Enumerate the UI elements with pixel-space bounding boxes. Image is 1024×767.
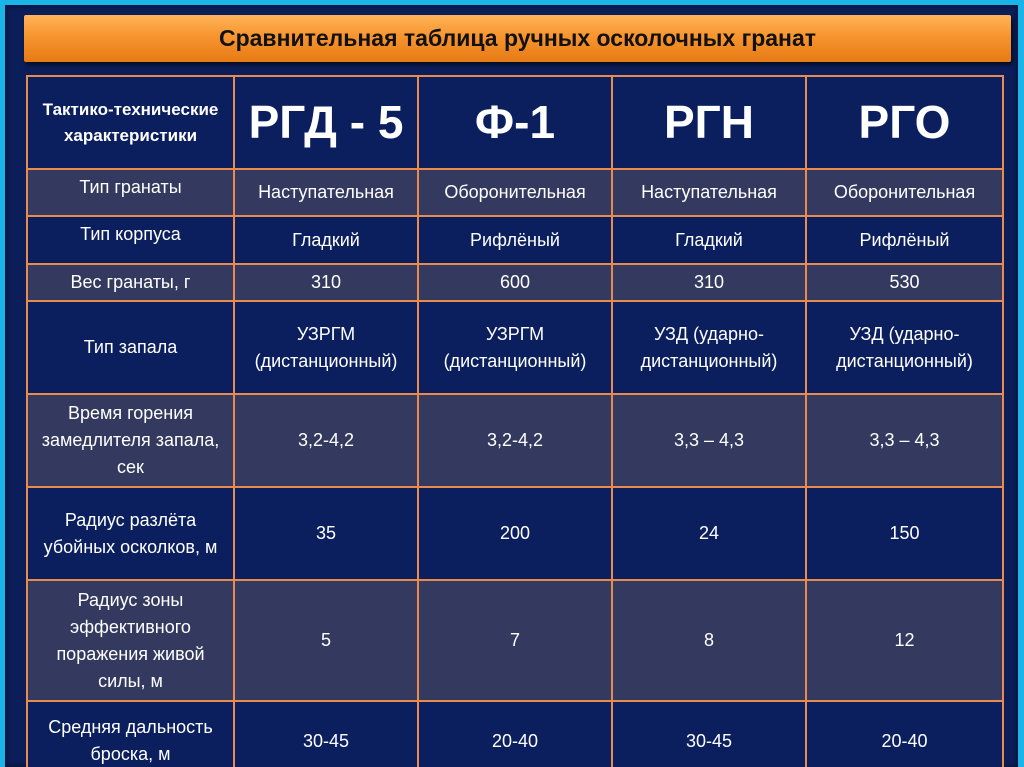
table-cell: УЗРГМ (дистанционный) bbox=[234, 301, 418, 394]
table-cell: 530 bbox=[806, 264, 1003, 301]
column-header: РГН bbox=[612, 76, 806, 169]
row-label: Радиус зоны эффективного поражения живой силы, м bbox=[27, 580, 234, 701]
table-cell: 5 bbox=[234, 580, 418, 701]
table-row bbox=[27, 169, 1003, 216]
table-cell: Гладкий bbox=[234, 216, 418, 264]
table-cell: Наступательная bbox=[234, 169, 418, 216]
table-row bbox=[27, 487, 1003, 580]
table-cell: 3,3 – 4,3 bbox=[612, 394, 806, 487]
table-cell: Оборонительная bbox=[806, 169, 1003, 216]
table-row bbox=[27, 580, 1003, 701]
table-cell: 3,2-4,2 bbox=[234, 394, 418, 487]
table-row bbox=[27, 216, 1003, 264]
row-label: Тип запала bbox=[27, 301, 234, 394]
table-cell: Гладкий bbox=[612, 216, 806, 264]
row-label: Средняя дальность броска, м bbox=[27, 701, 234, 767]
table-cell: 30-45 bbox=[234, 701, 418, 767]
table-row bbox=[27, 264, 1003, 301]
table-cell: 3,2-4,2 bbox=[418, 394, 612, 487]
row-label: Вес гранаты, г bbox=[27, 264, 234, 301]
table-cell: 7 bbox=[418, 580, 612, 701]
table-cell: Наступательная bbox=[612, 169, 806, 216]
table-cell: УЗД (ударно-дистанционный) bbox=[806, 301, 1003, 394]
table-cell: УЗД (ударно-дистанционный) bbox=[612, 301, 806, 394]
table-cell: 12 bbox=[806, 580, 1003, 701]
header-label: Тактико-технические характеристики bbox=[27, 76, 234, 169]
column-header: РГД - 5 bbox=[234, 76, 418, 169]
table-row bbox=[27, 394, 1003, 487]
table-cell: Оборонительная bbox=[418, 169, 612, 216]
table-cell: 150 bbox=[806, 487, 1003, 580]
table-cell: Рифлёный bbox=[418, 216, 612, 264]
row-label: Тип гранаты bbox=[27, 169, 234, 216]
column-header: Ф-1 bbox=[418, 76, 612, 169]
table-cell: 8 bbox=[612, 580, 806, 701]
table-cell: 200 bbox=[418, 487, 612, 580]
slide bbox=[5, 5, 1018, 767]
table-cell: 310 bbox=[234, 264, 418, 301]
table-cell: 35 bbox=[234, 487, 418, 580]
row-label: Тип корпуса bbox=[27, 216, 234, 264]
table-cell: 600 bbox=[418, 264, 612, 301]
table-cell: УЗРГМ (дистанционный) bbox=[418, 301, 612, 394]
row-label: Радиус разлёта убойных осколков, м bbox=[27, 487, 234, 580]
table-cell: Рифлёный bbox=[806, 216, 1003, 264]
table-row bbox=[27, 301, 1003, 394]
table-cell: 20-40 bbox=[806, 701, 1003, 767]
comparison-table bbox=[26, 75, 1004, 767]
table-cell: 20-40 bbox=[418, 701, 612, 767]
column-header: РГО bbox=[806, 76, 1003, 169]
table-cell: 24 bbox=[612, 487, 806, 580]
table-cell: 30-45 bbox=[612, 701, 806, 767]
row-label: Время горения замедлителя запала, сек bbox=[27, 394, 234, 487]
table-cell: 310 bbox=[612, 264, 806, 301]
slide-title: Сравнительная таблица ручных осколочных гранат bbox=[24, 15, 1011, 62]
table-cell: 3,3 – 4,3 bbox=[806, 394, 1003, 487]
table-header-row bbox=[27, 76, 1003, 169]
table-row bbox=[27, 701, 1003, 767]
